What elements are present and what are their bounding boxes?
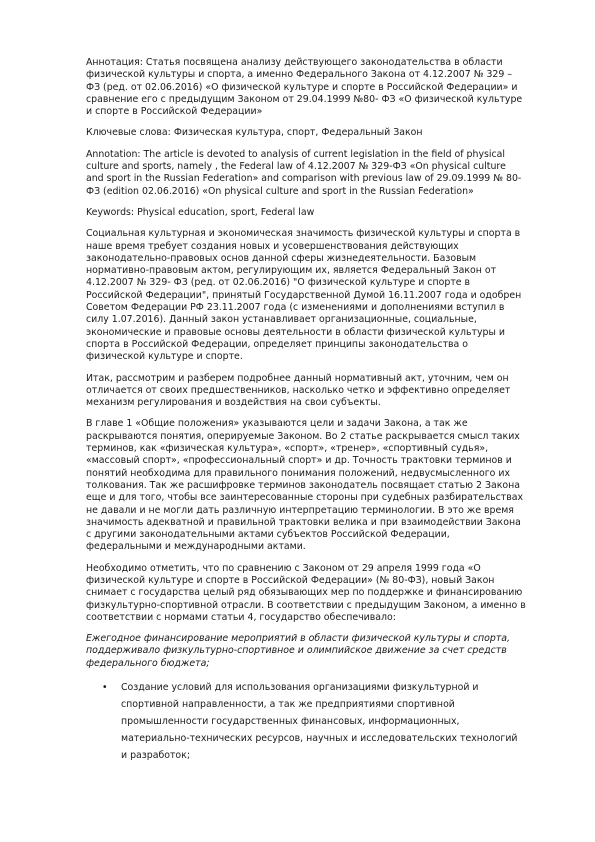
keywords-en: Keywords: Physical education, sport, Federal law (86, 206, 315, 218)
list-item-text: Создание условий для использования организациями физкультурной и спортивной направленности, а так же предприятиями спортивной промышленности государственных финансовых, информационных, материально-технических ресурсов, научных и исследовательских технологий и разработок; (121, 682, 518, 762)
body-paragraph-3: В главе 1 «Общие положения» указываются цели и задачи Закона, а так же раскрываются понятия, оперируемые Законом. Во 2 статье раскрывается смысл таких терминов, как «физическая культура», «спорт», «тренер», «спортивный судья», «массовый спорт», «профессиональный спорт» и др. Точность трактовки терминов и понятий необходима для правильного понимания положений, недвусмысленного их толкования. Так же расшифровке терминов законодатель посвящает статью 2 Закона еще и для того, чтобы все заинтересованные стороны при судебных разбирательствах не давали и не могли дать различную интерпретацию терминологии. В это же время значимость адекватной и правильной трактовки велика и при взаимодействии Закона с другими законодательными актами субъектов Российской Федерации, федеральными и международными актами. (86, 418, 524, 553)
bullet-list (86, 679, 526, 764)
annotation-en: Annotation: The article is devoted to analysis of current legislation in the field of physical culture and sports, namely , the Federal law of 4.12.2007 № 329-ФЗ «On physical culture and sport in the Russian Federation» and comparison with previous law of 29.09.1999 № 80-ФЗ (edition 02.06.2016) «On physical culture and sport in the Russian Federation» (86, 148, 522, 197)
keywords-ru: Ключевые слова: Физическая культура, спорт, Федеральный Закон (86, 127, 423, 139)
body-paragraph-4: Необходимо отметить, что по сравнению с Законом от 29 апреля 1999 года «О физической культуре и спорте в Российской Федерации» (№ 80-ФЗ), новый Закон снимает с государства целый ряд обязывающих мер по поддержке и финансированию физкультурно-спортивной отрасли. В соответствии с предыдущим Законом, а именно в соответствии с нормами статьи 4, государство обеспечивало: (86, 562, 526, 623)
annotation-ru: Аннотация: Статья посвящена анализу действующего законодательства в области физической культуры и спорта, а именно Федерального Закона от 4.12.2007 № 329 –ФЗ (ред. от 02.06.2016) «О физической культуре и спорте в Российской Федерации» и сравнение его с предыдущим Законом от 29.04.1999 №80- ФЗ «О физической культуре и спорте в Российской Федерации» (86, 57, 523, 118)
body-paragraph-1: Социальная культурная и экономическая значимость физической культуры и спорта в наше время требует создания новых и усовершенствования действующих законодательно-правовых основ данной сферы жизнедеятельности. Базовым нормативно-правовым актом, регулирующим их, является Федеральный Закон от 4.12.2007 № 329- ФЗ (ред. от 02.06.2016) "О физической культуре и спорте в Российской Федерации", принятый Государственной Думой 16.11.2007 года и одобрен Советом Федерации РФ 23.11.2007 года (с изменениями и дополнениями вступил в силу 1.07.2016). Данный закон устанавливает организационные, социальные, экономические и правовые основы деятельности в области физической культуры и спорта в Российской Федерации, определяет принципы законодательства о физической культуре и спорте. (86, 228, 522, 363)
bullet-marker: • (102, 682, 108, 694)
list-item (86, 679, 526, 764)
body-paragraph-2: Итак, рассмотрим и разберем подробнее данный нормативный акт, уточним, чем он отличается от своих предшественников, насколько четко и эффективно определяет механизм регулирования и воздействия на свои субъекты. (86, 372, 511, 409)
document-page (86, 57, 526, 764)
body-paragraph-5: Ежегодное финансирование мероприятий в области физической культуры и спорта, поддерживало физкультурно-спортивное и олимпийское движение за счет средств федерального бюджета; (86, 633, 511, 669)
